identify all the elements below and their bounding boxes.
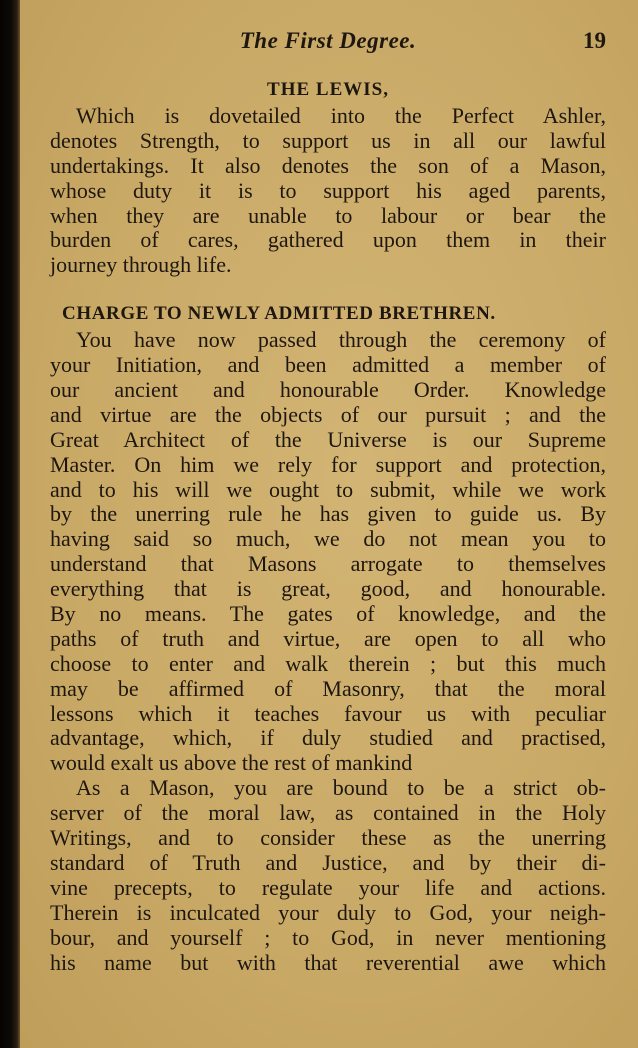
text-line: everything that is great, good, and honourable.: [50, 576, 606, 602]
text-line: whose duty it is to support his aged parents,: [50, 177, 606, 203]
text-line: would exalt us above the rest of mankind: [50, 750, 413, 776]
section-heading-charge: CHARGE TO NEWLY ADMITTED BRETHREN.: [62, 303, 496, 325]
text-line: by the unerring rule he has given to guide us. By: [50, 501, 606, 527]
running-title: The First Degree.: [239, 28, 417, 53]
text-line: when they are unable to labour or bear the: [50, 202, 606, 228]
text-line: denotes Strength, to support us in all our lawful: [50, 127, 606, 153]
text-line: choose to enter and walk therein ; but this much: [50, 650, 606, 676]
text-line: vine precepts, to regulate your life and actions.: [50, 874, 606, 900]
text-line: Which is dovetailed into the Perfect Ashler,: [76, 103, 606, 128]
text-line: bour, and yourself ; to God, in never mentioning: [50, 924, 606, 950]
text-line: As a Mason, you are bound to be a strict ob-: [76, 775, 606, 801]
text-line: advantage, which, if duly studied and practised,: [50, 725, 606, 751]
text-line: and virtue are the objects of our pursuit ; and the: [50, 401, 606, 427]
text-line: his name but with that reverential awe which: [50, 949, 606, 975]
text-line: your Initiation, and been admitted a member of: [50, 352, 606, 378]
page-number: 19: [583, 28, 606, 53]
text-line: undertakings. It also denotes the son of a Mason,: [50, 152, 606, 178]
text-line: journey through life.: [50, 252, 232, 278]
page-header: [50, 28, 606, 58]
section-heading-lewis: THE LEWIS,: [267, 79, 389, 100]
page-body: [50, 76, 606, 975]
text-line: Writings, and to consider these as the unerring: [50, 825, 606, 851]
text-line: Master. On him we rely for support and protection,: [50, 451, 606, 477]
paragraph-lewis: [50, 104, 606, 278]
paragraph-charge-1: [50, 328, 606, 776]
text-line: understand that Masons arrogate to themselves: [50, 551, 606, 577]
text-line: lessons which it teaches favour us with peculiar: [50, 700, 606, 726]
text-line: and to his will we ought to submit, while we work: [50, 476, 606, 502]
text-line: Therein is inculcated your duly to God, your neigh-: [50, 899, 606, 925]
text-line: Great Architect of the Universe is our Supreme: [50, 426, 606, 452]
text-line: may be affirmed of Masonry, that the moral: [50, 675, 606, 701]
text-line: server of the moral law, as contained in the Holy: [50, 800, 606, 826]
book-page: [20, 0, 638, 1048]
text-line: You have now passed through the ceremony of: [76, 327, 606, 353]
text-line: By no means. The gates of knowledge, and the: [50, 601, 606, 627]
text-line: our ancient and honourable Order. Knowledge: [50, 377, 606, 403]
text-line: burden of cares, gathered upon them in their: [50, 227, 606, 253]
paragraph-charge-2: [50, 776, 606, 975]
text-line: paths of truth and virtue, are open to all who: [50, 625, 606, 651]
text-line: having said so much, we do not mean you to: [50, 526, 606, 552]
book-spine-shadow: [0, 0, 20, 1048]
text-line: standard of Truth and Justice, and by their di-: [50, 849, 606, 875]
